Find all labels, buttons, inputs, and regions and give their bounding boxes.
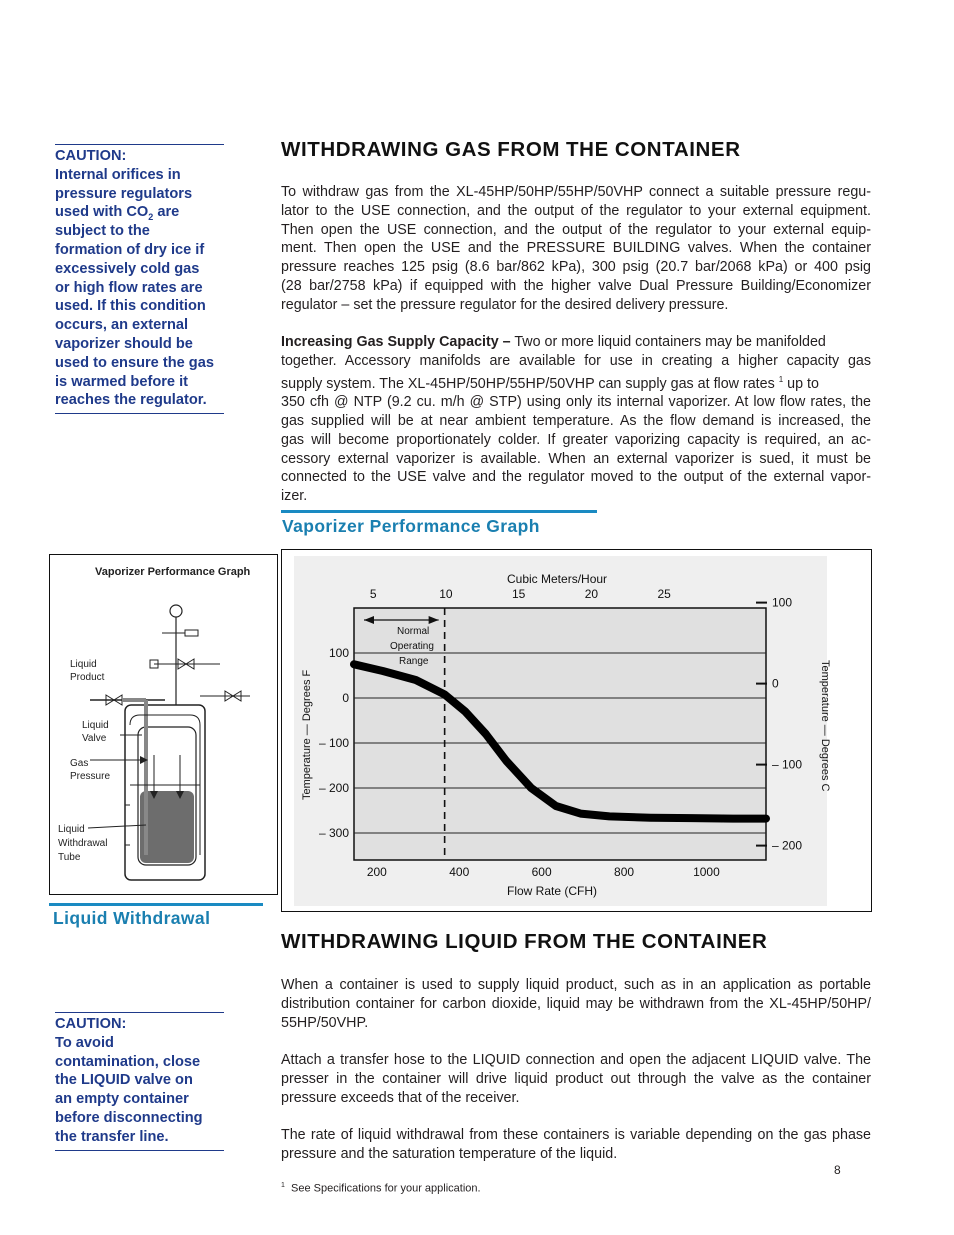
label-liquid-valve-2: Valve [82, 733, 107, 744]
liquid-paragraph-3: The rate of liquid withdrawal from these containers is variable depending on the gas phase pressure and the saturation temperature of the liquid. [281, 1127, 871, 1162]
label-withdrawal-tube-3: Tube [58, 852, 81, 863]
bottom-axis-title: Flow Rate (CFH) [507, 884, 598, 898]
x2-tick-label-2: 15 [511, 587, 526, 601]
y2-tick-label-1: 0 [772, 676, 779, 691]
vaporizer-heading: Vaporizer Performance Graph [282, 516, 540, 536]
container-diagram-svg [50, 555, 277, 894]
page-number: 8 [834, 1163, 841, 1177]
x-tick-label-4: 1000 [693, 865, 720, 879]
y-tick-label-3: – 200 [318, 781, 349, 795]
gas-paragraph-1: To withdraw gas from the XL-45HP/50HP/55HP/50VHP connect a suitable pressure regu- lator to the USE connection, and the output of the regulator to your external equipment. Then open the USE connection, and the output of the regulator to your external equip- ment. Then open the USE and the PRESSURE BUILDING valves. When the container pressure reaches 125 psig (8.6 bar/862 kPa), 300 psig (20.7 bar/2068 kPa) or 400 psig (28 bar/2758 kPa) if equipped with the higher valve Dual Pressure Building/Economizer regulator – set the pressure regulator for the desired delivery pressure. [281, 184, 871, 313]
y2-tick-label-0: 100 [772, 595, 793, 610]
vaporizer-heading-rule [281, 510, 597, 513]
band-label-3: Range [399, 656, 429, 667]
liquid-paragraph-1: When a container is used to supply liquid product, such as in an application as portable distribution container for carbon dioxide, liquid may be withdrawn from the XL-45HP/50HP/ 55HP/50VHP. [281, 977, 871, 1031]
caution-box-co2: CAUTION: Internal orifices in pressure regulators used with $CO_2$ are subject to the formation of dry ice if excessively cold gas or high flow rates are used. If this condition occurs, an external vaporizer should be used to ensure the gas is warmed before it reaches the regulator. [55, 144, 224, 414]
x2-tick-label-0: 5 [369, 587, 377, 601]
label-gas-pressure-2: Pressure [70, 771, 111, 782]
y-tick-label-2: – 100 [318, 736, 349, 750]
label-gas-pressure-1: Gas [70, 758, 89, 769]
footnote: $^1$ See Specifications for your application. [281, 1182, 481, 1195]
x-tick-label-1: 400 [449, 865, 470, 879]
x2-tick-label-3: 20 [584, 587, 599, 601]
pressure-gauge [170, 605, 182, 617]
x2-tick-label-4: 25 [657, 587, 671, 601]
y-tick-label-0: 100 [328, 646, 349, 660]
increasing-capacity-lead: Increasing Gas Supply Capacity – [281, 334, 511, 350]
performance-graph [282, 550, 871, 911]
heading-withdrawing-liquid: WITHDRAWING LIQUID FROM THE CONTAINER [281, 930, 768, 953]
x2-tick-label-1: 10 [439, 587, 453, 601]
heading-withdrawing-gas: WITHDRAWING GAS FROM THE CONTAINER [281, 138, 741, 161]
label-withdrawal-tube-1: Liquid [58, 824, 85, 835]
footnote-ref: 1 [778, 374, 784, 384]
label-liquid-valve-1: Liquid [82, 720, 109, 731]
diagram-title: Vaporizer Performance Graph [95, 566, 251, 578]
band-label-1: Normal [397, 626, 430, 637]
liquid-paragraph-2: Attach a transfer hose to the LIQUID connection and open the adjacent LIQUID valve. The presser in the container will drive liquid product out through the valve as the container pressure exceeds that of the receiver. [281, 1052, 871, 1106]
footnote-mark: 1 [281, 1182, 285, 1189]
liquid-level [140, 791, 194, 863]
label-withdrawal-tube-2: Withdrawal [58, 838, 108, 849]
left-axis-title: Temperature — Degrees F [301, 669, 313, 800]
y-tick-label-4: – 300 [318, 826, 349, 840]
y2-tick-label-3: – 200 [772, 838, 803, 853]
liquid-withdrawal-heading: Liquid Withdrawal [53, 908, 211, 928]
liquid-withdrawal-rule [49, 903, 263, 906]
top-axis-title: Cubic Meters/Hour [507, 572, 608, 586]
x-tick-label-0: 200 [366, 865, 387, 879]
gas-paragraph-2: Increasing Gas Supply Capacity – Two or more liquid containers may be manifolded together. Accessory manifolds are available for use in creating a higher capacity gas supply system. The XL-45HP/50HP/55HP/50VHP can supply gas at flow rates $^1$ up to 350 cfh @ NTP (9.2 cu. m/h @ STP) using only its internal vaporizer. At low flow rates, the gas supplied will be at near ambient temperature. As the flow demand is increased, the gas will become proportionately colder. If greater vaporizing capacity is required, an ac- cessory external vaporizer is available. When an external vaporizer is sued, it must be connected to the USE valve and the regulator moved to the output of the external vapor- izer. [281, 334, 871, 505]
band-label-2: Operating [390, 641, 434, 652]
right-axis-title: Temperature — Degrees C [819, 660, 831, 792]
caution-label: CAUTION: [55, 148, 127, 164]
caution-box-liquid-valve: CAUTION: To avoid contamination, close the LIQUID valve on an empty container before disconnecting the transfer line. [55, 1012, 224, 1151]
y2-tick-label-2: – 100 [772, 757, 803, 772]
label-liquid-product-1: Liquid [70, 659, 97, 670]
y-tick-label-1: 0 [342, 691, 349, 705]
label-liquid-product-2: Product [70, 672, 105, 683]
x-tick-label-3: 800 [614, 865, 635, 879]
x-tick-label-2: 600 [531, 865, 552, 879]
container-diagram [49, 554, 278, 895]
performance-graph-frame [281, 549, 872, 912]
